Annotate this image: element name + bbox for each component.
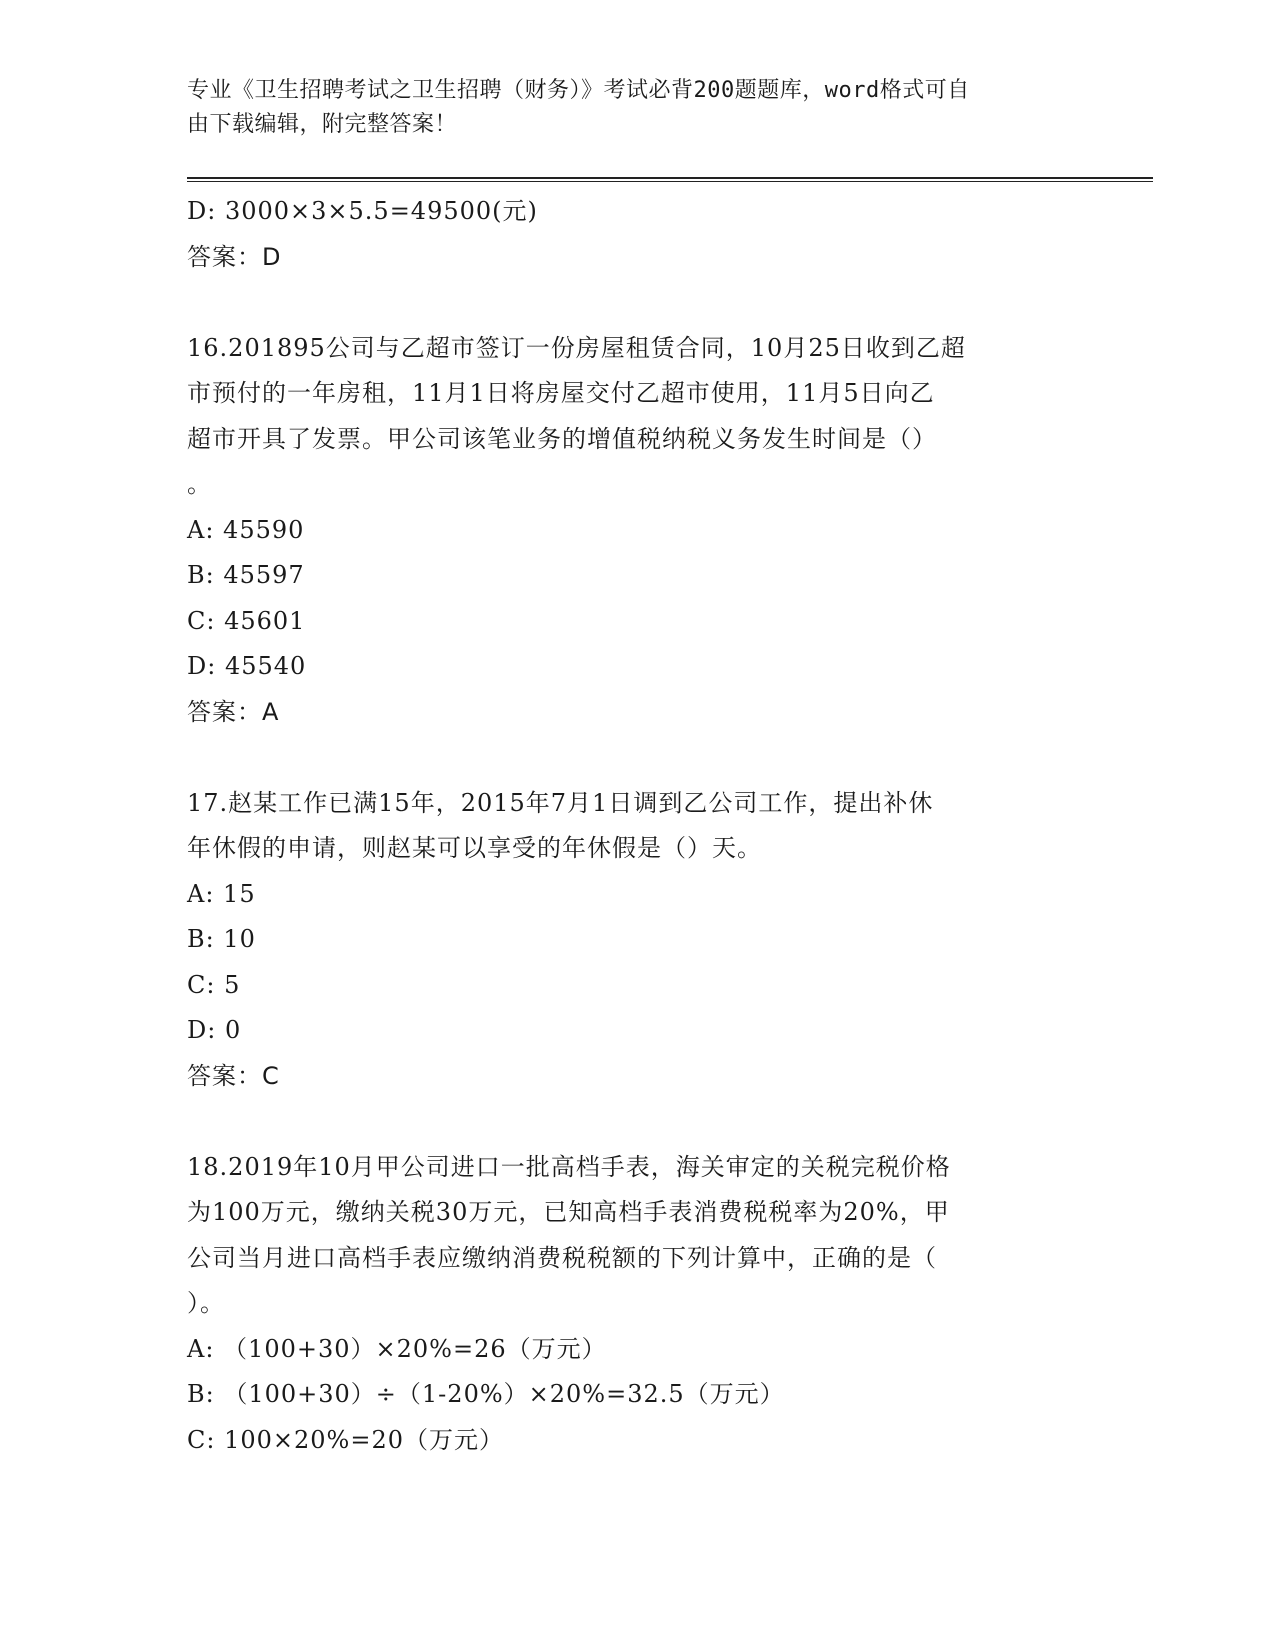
question-18-line-1: 18.2019年10月甲公司进口一批高档手表，海关审定的关税完税价格 (187, 1152, 951, 1181)
question-17-option-b: B: 10 (187, 925, 256, 953)
spacer (187, 1099, 1067, 1145)
question-16 (187, 326, 1067, 736)
header-line-2: 由下载编辑，附完整答案！ (187, 112, 458, 137)
prev-answer: 答案：D (187, 242, 282, 271)
question-16-line-3: 超市开具了发票。甲公司该笔业务的增值税纳税义务发生时间是（） (187, 424, 937, 453)
question-16-option-a: A: 45590 (187, 515, 305, 544)
question-17-option-c: C: 5 (187, 970, 241, 999)
question-16-line-1: 16.201895公司与乙超市签订一份房屋租赁合同，10月25日收到乙超 (187, 333, 966, 362)
question-18-line-3: 公司当月进口高档手表应缴纳消费税税额的下列计算中，正确的是（ (187, 1243, 937, 1272)
question-16-option-c: C: 45601 (187, 606, 306, 635)
question-17-line-2: 年休假的申请，则赵某可以享受的年休假是（）天。 (187, 834, 762, 862)
question-16-answer: 答案：A (187, 697, 280, 726)
header-divider-thin (187, 181, 1153, 182)
question-16-option-b: B: 45597 (187, 561, 305, 589)
question-16-line-2: 市预付的一年房租，11月1日将房屋交付乙超市使用，11月5日向乙 (187, 379, 935, 407)
spacer (187, 280, 1067, 326)
question-18-line-4: ）。 (187, 1289, 225, 1317)
question-18-option-b: B: （100+30）÷（1-20%）×20%=32.5（万元） (187, 1380, 785, 1408)
question-16-option-d: D: 45540 (187, 652, 307, 680)
question-17-line-1: 17.赵某工作已满15年，2015年7月1日调到乙公司工作，提出补休 (187, 788, 934, 817)
question-16-line-4: 。 (187, 470, 212, 498)
document-body (187, 189, 1067, 1463)
header-divider-thick (187, 177, 1153, 179)
question-18 (187, 1145, 1067, 1464)
question-17 (187, 781, 1067, 1100)
question-17-option-a: A: 15 (187, 879, 256, 908)
question-18-option-a: A: （100+30）×20%=26（万元） (187, 1334, 607, 1363)
question-17-answer: 答案：C (187, 1061, 280, 1090)
prev-option-d: D: 3000×3×5.5=49500(元) (187, 197, 538, 225)
question-18-option-c: C: 100×20%=20（万元） (187, 1425, 504, 1454)
question-17-option-d: D: 0 (187, 1016, 242, 1044)
page-header (187, 74, 1067, 142)
question-18-line-2: 为100万元，缴纳关税30万元，已知高档手表消费税税率为20%，甲 (187, 1198, 950, 1226)
header-line-1: 专业《卫生招聘考试之卫生招聘（财务）》考试必背200题题库，word格式可自 (187, 78, 970, 103)
spacer (187, 735, 1067, 781)
